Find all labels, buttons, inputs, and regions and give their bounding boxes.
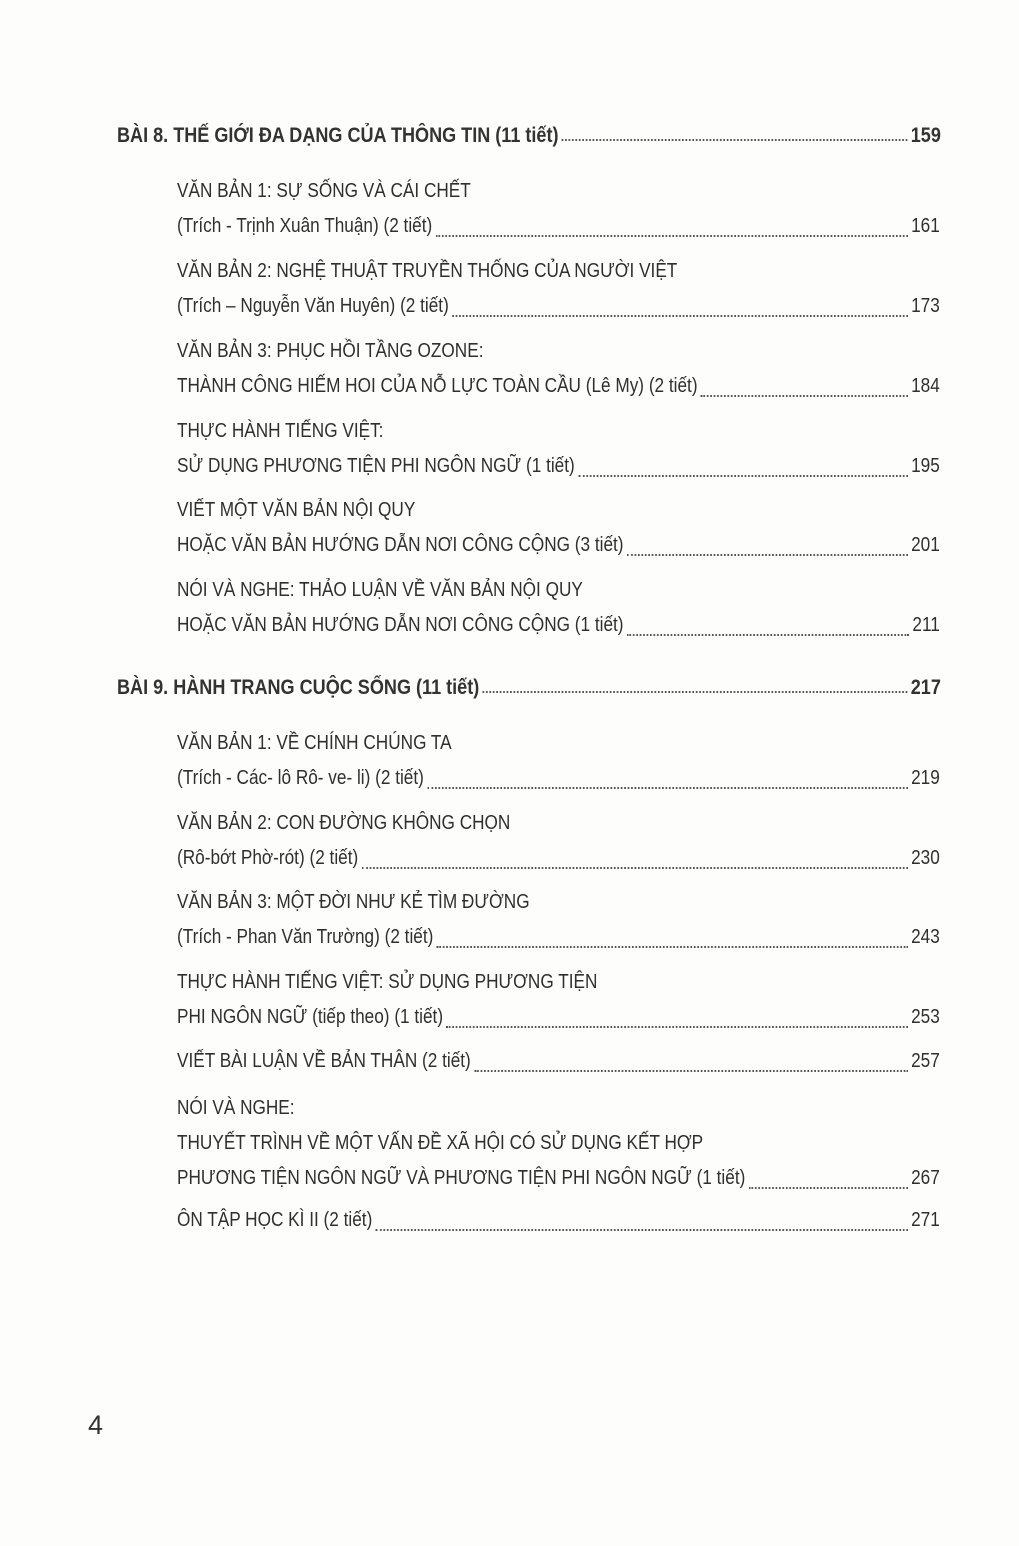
toc-entry [177, 885, 940, 955]
dot-leader [437, 946, 908, 948]
entry-last-line [177, 841, 940, 876]
entry-page: 201 [911, 534, 940, 556]
section-title: BÀI 8. THẾ GIỚI ĐA DẠNG CỦA THÔNG TIN (11 tiết) [117, 124, 559, 147]
entry-line: VIẾT MỘT VĂN BẢN NỘI QUY [177, 499, 416, 521]
page-number: 4 [88, 1410, 104, 1440]
entry-line: THUYẾT TRÌNH VỀ MỘT VẤN ĐỀ XÃ HỘI CÓ SỬ DỤNG KẾT HỢP [177, 1132, 704, 1154]
toc-entry [177, 806, 940, 876]
section-heading [117, 676, 941, 700]
entry-line: THỰC HÀNH TIẾNG VIỆT: SỬ DỤNG PHƯƠNG TIỆN [177, 971, 598, 993]
entry-text: HOẶC VĂN BẢN HƯỚNG DẪN NƠI CÔNG CỘNG (1 tiết) [177, 614, 624, 636]
section-heading [117, 124, 941, 148]
entry-last-line [177, 1203, 940, 1238]
dot-leader [474, 1070, 907, 1072]
entry-text: (Trích - Phan Văn Trường) (2 tiết) [177, 926, 434, 948]
entry-last-line [177, 449, 940, 484]
entry-last-line [177, 289, 940, 324]
entry-last-line [177, 920, 940, 955]
toc-entry [177, 1203, 940, 1238]
toc-entry [177, 254, 940, 324]
entry-text: (Trích – Nguyễn Văn Huyên) (2 tiết) [177, 295, 449, 317]
entry-page: 195 [911, 455, 940, 477]
entry-line: VĂN BẢN 2: CON ĐƯỜNG KHÔNG CHỌN [177, 812, 511, 834]
entry-last-line [177, 209, 940, 244]
dot-leader [436, 235, 908, 237]
dot-leader [578, 475, 907, 477]
entry-last-line [177, 369, 940, 404]
entry-page: 230 [911, 847, 940, 869]
toc-entry [177, 334, 940, 404]
entry-line: NÓI VÀ NGHE: [177, 1097, 295, 1119]
toc-entry [177, 174, 940, 244]
entry-line: VĂN BẢN 2: NGHỆ THUẬT TRUYỀN THỐNG CỦA NGƯỜI VIỆT [177, 260, 678, 282]
entry-line: VĂN BẢN 1: SỰ SỐNG VÀ CÁI CHẾT [177, 180, 471, 202]
dot-leader [749, 1187, 908, 1189]
section-page: 217 [910, 676, 941, 699]
entry-last-line [177, 1161, 940, 1196]
entry-last-line [177, 608, 940, 643]
entry-last-line [177, 1044, 940, 1079]
entry-last-line [177, 528, 940, 563]
entry-page: 257 [911, 1050, 940, 1072]
toc-entry [177, 573, 940, 643]
entry-line: VĂN BẢN 3: PHỤC HỒI TẦNG OZONE: [177, 340, 484, 362]
entry-last-line [177, 1000, 940, 1035]
entry-last-line [177, 761, 940, 796]
entry-text: THÀNH CÔNG HIẾM HOI CỦA NỖ LỰC TOÀN CẦU (Lê My) (2 tiết) [177, 375, 698, 397]
toc-entry [177, 414, 940, 484]
entry-page: 219 [911, 767, 940, 789]
dot-leader [452, 315, 907, 317]
section-page: 159 [910, 124, 941, 147]
entry-page: 271 [911, 1209, 940, 1231]
entry-text: PHI NGÔN NGỮ (tiếp theo) (1 tiết) [177, 1006, 444, 1028]
entry-text: (Trích - Các- lô Rô- ve- li) (2 tiết) [177, 767, 424, 789]
dot-leader [701, 395, 908, 397]
entry-page: 243 [911, 926, 940, 948]
entry-page: 267 [911, 1167, 940, 1189]
entry-text: (Rô-bớt Phờ-rót) (2 tiết) [177, 847, 359, 869]
entry-text: HOẶC VĂN BẢN HƯỚNG DẪN NƠI CÔNG CỘNG (3 tiết) [177, 534, 624, 556]
entry-text: ÔN TẬP HỌC KÌ II (2 tiết) [177, 1209, 373, 1231]
toc-entry [177, 493, 940, 563]
entry-line: NÓI VÀ NGHE: THẢO LUẬN VỀ VĂN BẢN NỘI QUY [177, 579, 583, 601]
entry-line: THỰC HÀNH TIẾNG VIỆT: [177, 420, 384, 442]
entry-page: 253 [911, 1006, 940, 1028]
toc-entry [177, 1044, 940, 1079]
dot-leader [562, 139, 907, 141]
dot-leader [376, 1229, 908, 1231]
dot-leader [427, 787, 907, 789]
entry-page: 161 [911, 215, 940, 237]
toc-entry [177, 1091, 940, 1196]
entry-line: VĂN BẢN 1: VỀ CHÍNH CHÚNG TA [177, 732, 452, 754]
dot-leader [627, 554, 908, 556]
dot-leader [362, 867, 908, 869]
section-title: BÀI 9. HÀNH TRANG CUỘC SỐNG (11 tiết) [117, 676, 480, 699]
entry-page: 211 [912, 614, 940, 636]
dot-leader [447, 1026, 908, 1028]
toc-entry [177, 726, 940, 796]
entry-line: VĂN BẢN 3: MỘT ĐỜI NHƯ KẺ TÌM ĐƯỜNG [177, 891, 530, 913]
dot-leader [483, 691, 908, 693]
entry-page: 173 [911, 295, 940, 317]
dot-leader [627, 634, 909, 636]
entry-text: PHƯƠNG TIỆN NGÔN NGỮ VÀ PHƯƠNG TIỆN PHI NGÔN NGỮ (1 tiết) [177, 1167, 746, 1189]
entry-page: 184 [911, 375, 940, 397]
entry-text: (Trích - Trịnh Xuân Thuận) (2 tiết) [177, 215, 433, 237]
toc-entry [177, 965, 940, 1035]
entry-text: VIẾT BÀI LUẬN VỀ BẢN THÂN (2 tiết) [177, 1050, 471, 1072]
entry-text: SỬ DỤNG PHƯƠNG TIỆN PHI NGÔN NGỮ (1 tiết) [177, 455, 575, 477]
